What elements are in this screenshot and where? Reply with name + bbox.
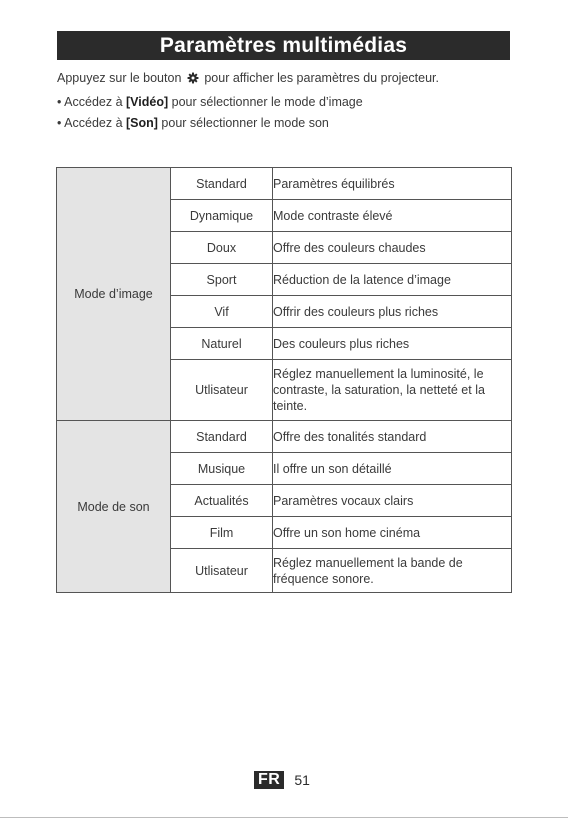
option-cell: Musique	[171, 453, 273, 485]
bullet-video	[57, 94, 363, 110]
option-cell: Vif	[171, 296, 273, 328]
option-cell: Dynamique	[171, 200, 273, 232]
page-footer	[254, 771, 310, 789]
option-cell: Doux	[171, 232, 273, 264]
gear-icon	[187, 72, 199, 84]
description-cell: Paramètres vocaux clairs	[273, 485, 512, 517]
intro-before: Appuyez sur le bouton	[57, 71, 182, 85]
option-cell: Actualités	[171, 485, 273, 517]
bullet-key-video: [Vidéo]	[126, 95, 169, 109]
option-cell: Naturel	[171, 328, 273, 360]
page-title: Paramètres multimédias	[57, 31, 510, 60]
table-row	[57, 421, 512, 453]
option-cell: Utlisateur	[171, 549, 273, 593]
description-cell: Offrir des couleurs plus riches	[273, 296, 512, 328]
option-cell: Standard	[171, 168, 273, 200]
bottom-divider	[0, 817, 568, 818]
description-cell: Offre des couleurs chaudes	[273, 232, 512, 264]
bullet-key-son: [Son]	[126, 116, 158, 130]
description-cell: Mode contraste élevé	[273, 200, 512, 232]
description-cell: Offre un son home cinéma	[273, 517, 512, 549]
settings-table	[56, 167, 512, 593]
option-cell: Film	[171, 517, 273, 549]
description-cell: Réglez manuellement la bande de fréquence sonore.	[273, 549, 512, 593]
intro-after: pour afficher les paramètres du projecteur.	[204, 71, 439, 85]
bullet-prefix: • Accédez à	[57, 95, 127, 109]
group-sound-mode: Mode de son	[57, 421, 171, 593]
language-badge: FR	[254, 771, 284, 789]
option-cell: Utlisateur	[171, 360, 273, 421]
intro-text	[57, 70, 439, 86]
group-image-mode: Mode d’image	[57, 168, 171, 421]
bullet-suffix: pour sélectionner le mode d’image	[168, 95, 363, 109]
bullet-prefix: • Accédez à	[57, 116, 127, 130]
bullet-suffix: pour sélectionner le mode son	[157, 116, 329, 130]
option-cell: Sport	[171, 264, 273, 296]
description-cell: Réglez manuellement la luminosité, le contraste, la saturation, la netteté et la teinte.	[273, 360, 512, 421]
option-cell: Standard	[171, 421, 273, 453]
page-number: 51	[294, 772, 310, 788]
description-cell: Il offre un son détaillé	[273, 453, 512, 485]
bullet-son	[57, 115, 329, 131]
table-row	[57, 168, 512, 200]
description-cell: Des couleurs plus riches	[273, 328, 512, 360]
description-cell: Réduction de la latence d’image	[273, 264, 512, 296]
description-cell: Paramètres équilibrés	[273, 168, 512, 200]
description-cell: Offre des tonalités standard	[273, 421, 512, 453]
